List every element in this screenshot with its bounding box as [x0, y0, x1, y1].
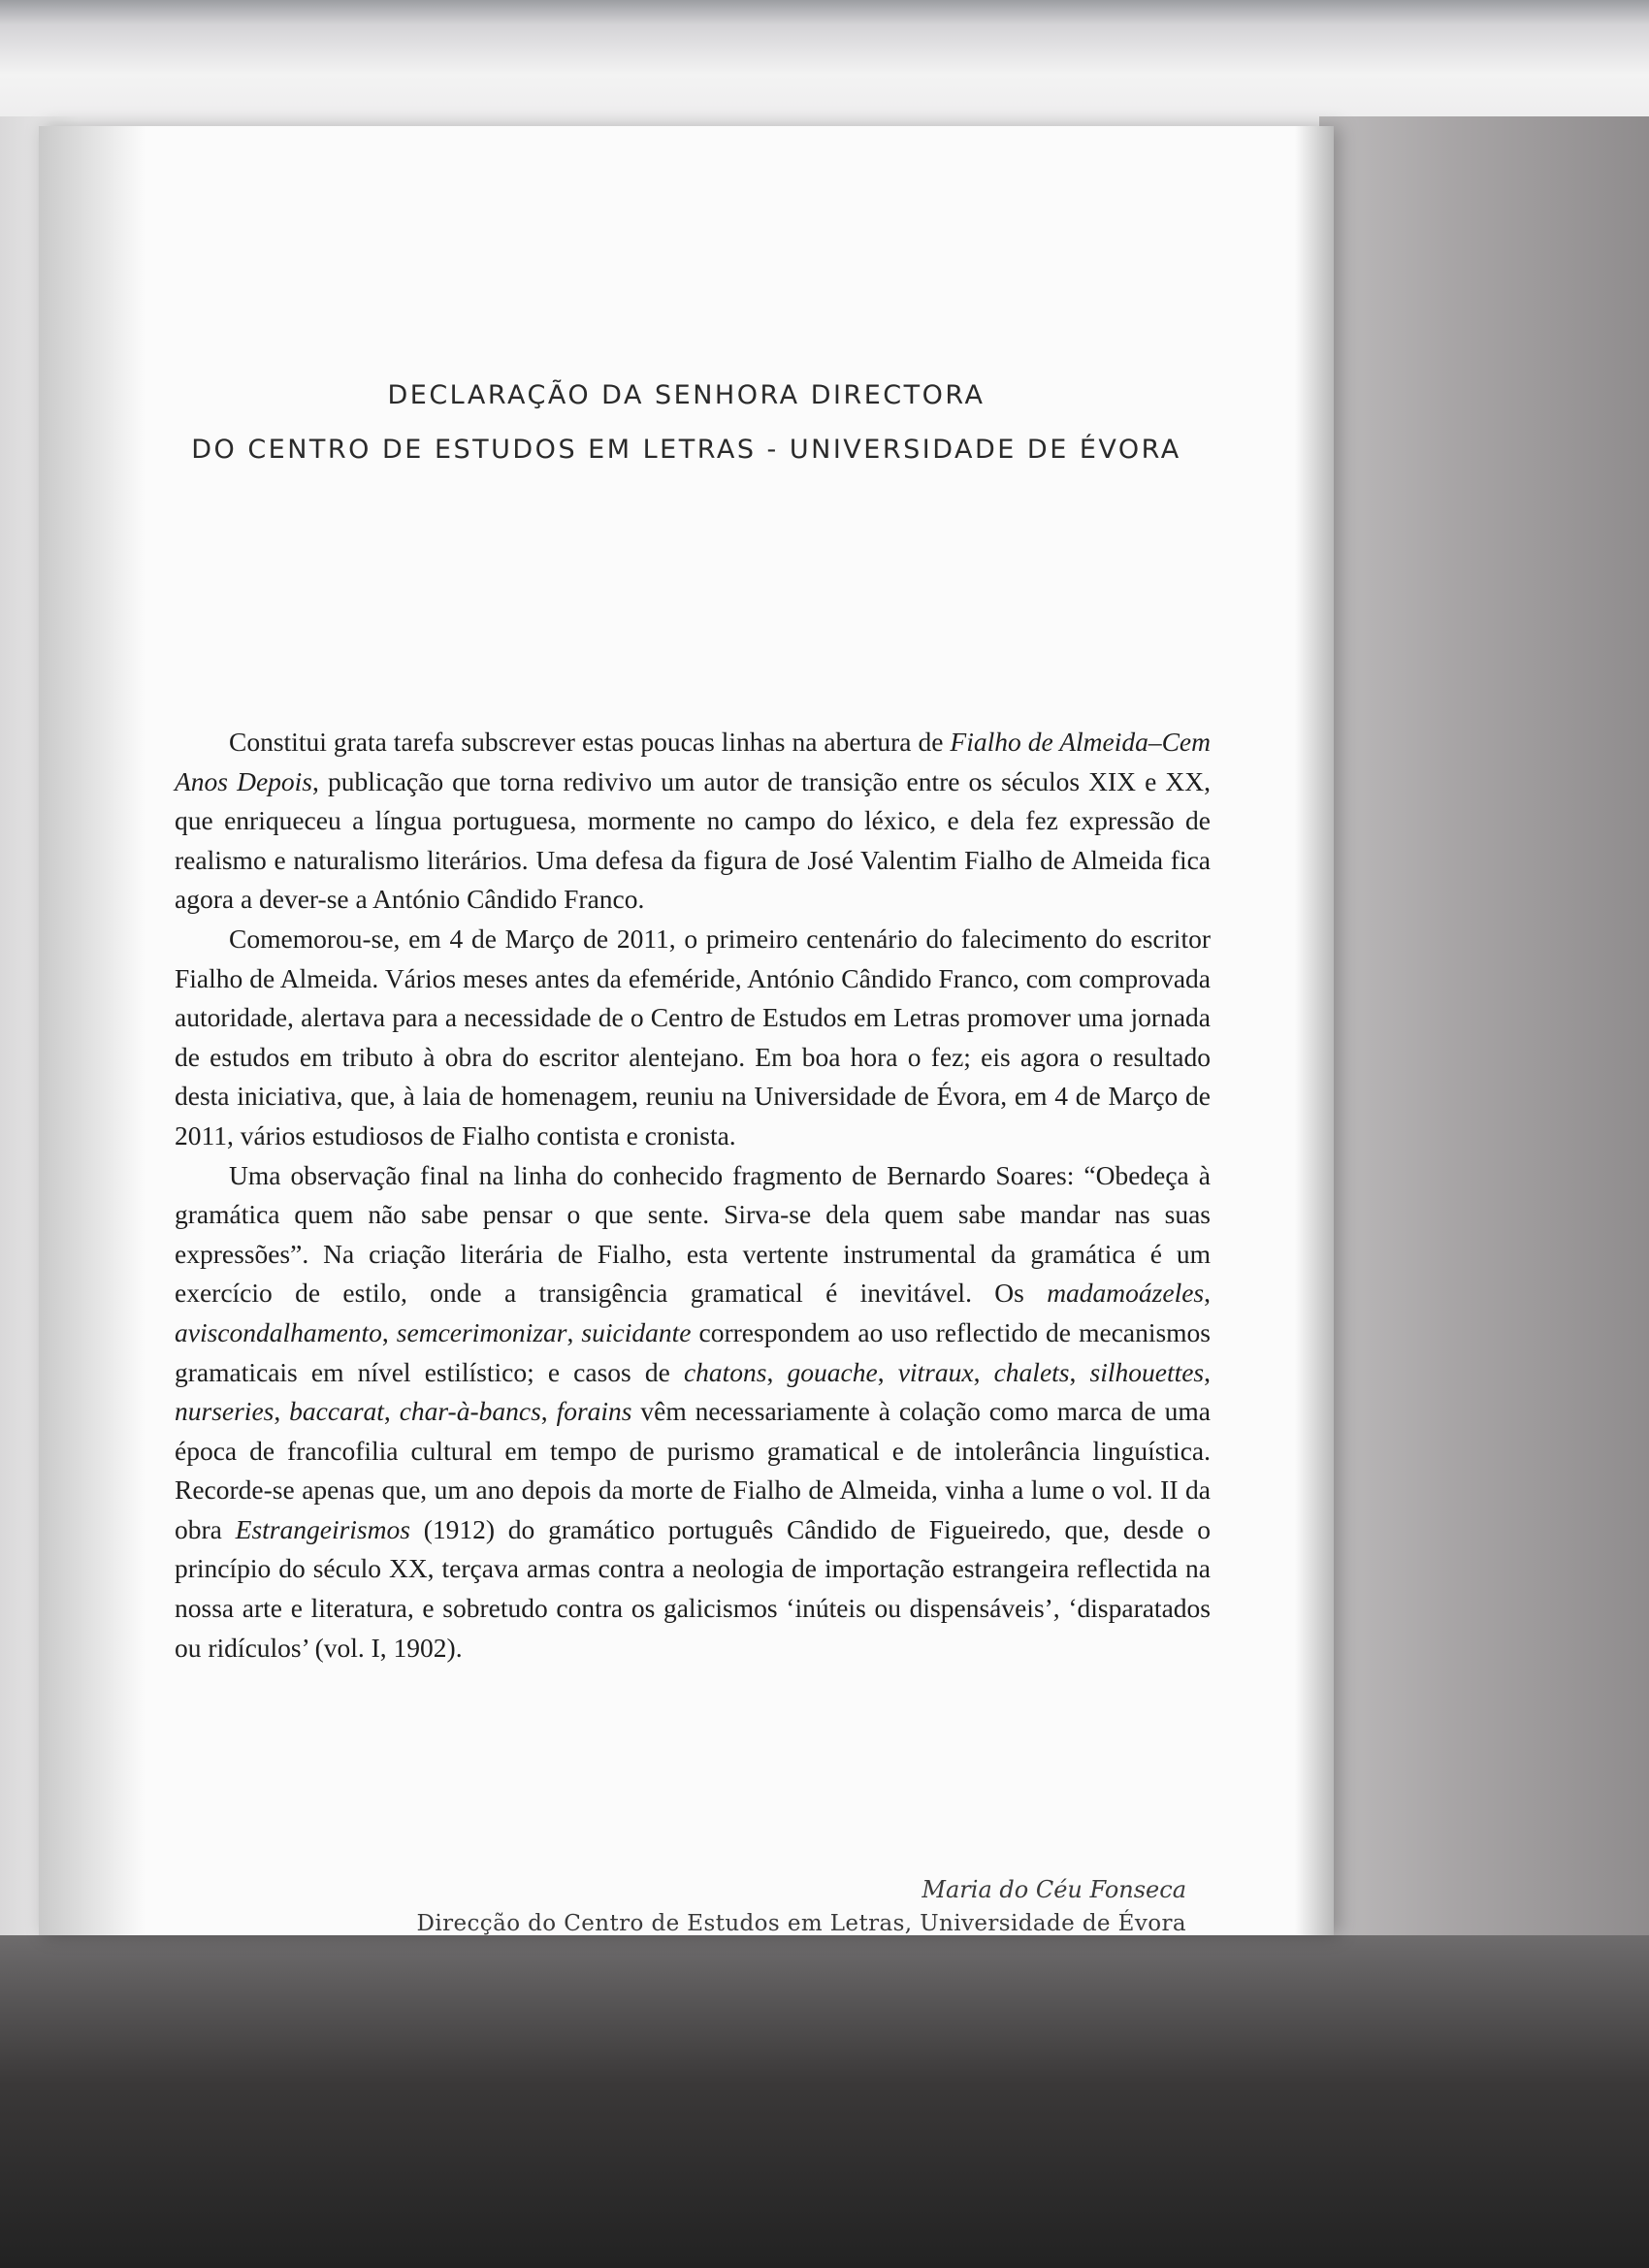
text-run: ,	[1069, 1356, 1090, 1387]
page-title-line-1: DECLARAÇÃO DA SENHORA DIRECTORA	[387, 380, 986, 410]
italic-term: vitraux	[897, 1356, 974, 1387]
text-run: , publicação que torna redivivo um autor de transição entre os séculos XIX e XX, que enriqueceu a língua portuguesa, mormente no campo do léxico, e dela fez expressão de realismo e naturalismo literários. Uma defesa da figura de José Valentim Fialho de Almeida fica agora a dever-se a António Cândido Franco.	[175, 765, 1211, 915]
text-run: ,	[566, 1316, 582, 1347]
italic-term: madamoázeles	[1047, 1278, 1205, 1309]
text-run: vêm necessariamente à colação como marca de uma época de francofilia cultural em tempo de purismo gramatical e de intolerância linguística. Recorde-se apenas que, um ano depois da morte de Fialho de Almeida, vinha a lume o vol. II da obra	[175, 1396, 1211, 1544]
text-run: ,	[766, 1356, 788, 1387]
text-run: Comemorou-se, em 4 de Março de 2011, o primeiro centenário do falecimento do escritor Fialho de Almeida. Vários meses antes da efeméride, António Cândido Franco, com comprovada autoridade, alertava para a necessidade de o Centro de Estudos em Letras promover uma jornada de estudos em tributo à obra do escritor alentejano. Em boa hora o fez; eis agora o resultado desta iniciativa, que, à laia de homenagem, reuniu na Universidade de Évora, em 4 de Março de 2011, vários estudiosos de Fialho contista e cronista.	[175, 923, 1211, 1150]
italic-term: baccarat	[289, 1396, 384, 1427]
paragraph-2	[175, 920, 1211, 1156]
book-page	[39, 126, 1334, 1935]
signature-block	[417, 1872, 1186, 1940]
italic-term: chatons	[683, 1356, 767, 1387]
italic-term: semcerimonizar	[396, 1316, 567, 1347]
italic-term: aviscondalhamento	[175, 1316, 382, 1347]
text-run: correspondem ao uso reflectido de mecanismos gramaticais em nível estilístico; e casos de	[175, 1316, 1212, 1387]
text-run: ,	[877, 1356, 898, 1387]
text-run: Constitui grata tarefa subscrever estas poucas linhas na abertura de	[229, 727, 951, 757]
paragraph-1	[175, 723, 1211, 920]
text-run: ,	[540, 1396, 557, 1427]
text-run: ,	[274, 1396, 290, 1427]
italic-term: gouache	[787, 1356, 878, 1387]
text-run: ,	[973, 1356, 994, 1387]
text-run: ,	[383, 1396, 400, 1427]
scanner-background-bottom	[0, 1935, 1649, 2268]
text-run: (1912) do gramático português Cândido de Figueiredo, que, desde o princípio do século XX, terçava armas contra a neologia de importação estrangeira reflectida na nossa arte e literatura, e sobretudo contra os galicismos ‘inúteis ou dispensáveis’, ‘disparatados ou ridículos’ (vol. I, 1902).	[175, 1513, 1211, 1663]
italic-term: char-à-bancs	[399, 1396, 541, 1427]
text-run: ,	[381, 1316, 397, 1347]
italic-term: suicidante	[581, 1316, 692, 1347]
italic-term: Estrangeirismos	[235, 1513, 410, 1544]
italic-term: chalets	[993, 1356, 1070, 1387]
paragraph-3	[175, 1156, 1211, 1669]
scanner-background-top	[0, 0, 1649, 136]
italic-term: forains	[556, 1396, 632, 1427]
italic-term: silhouettes	[1089, 1356, 1205, 1387]
italic-term: nurseries	[175, 1396, 275, 1427]
text-run: ,	[1204, 1356, 1212, 1387]
italic-term: Fialho de Almeida–Cem Anos Depois	[175, 727, 1212, 796]
text-run: ,	[1204, 1278, 1211, 1309]
text-run: Uma observação final na linha do conhecido fragmento de Bernardo Soares: “Obedeça à gramática quem não sabe pensar o que sente. Sirva-se dela quem sabe mandar nas suas expressões”. Na criação literária de Fialho, esta vertente instrumental da gramática é um exercício de estilo, onde a transigência gramatical é inevitável. Os	[175, 1159, 1211, 1309]
signature-name: Maria do Céu Fonseca	[922, 1876, 1186, 1903]
body-text	[175, 723, 1211, 1668]
signature-role: Direcção do Centro de Estudos em Letras, Universidade de Évora	[416, 1911, 1186, 1936]
scanner-background-right	[1319, 116, 1649, 1940]
page-title-line-2: DO CENTRO DE ESTUDOS EM LETRAS - UNIVERSIDADE DE ÉVORA	[191, 435, 1181, 465]
